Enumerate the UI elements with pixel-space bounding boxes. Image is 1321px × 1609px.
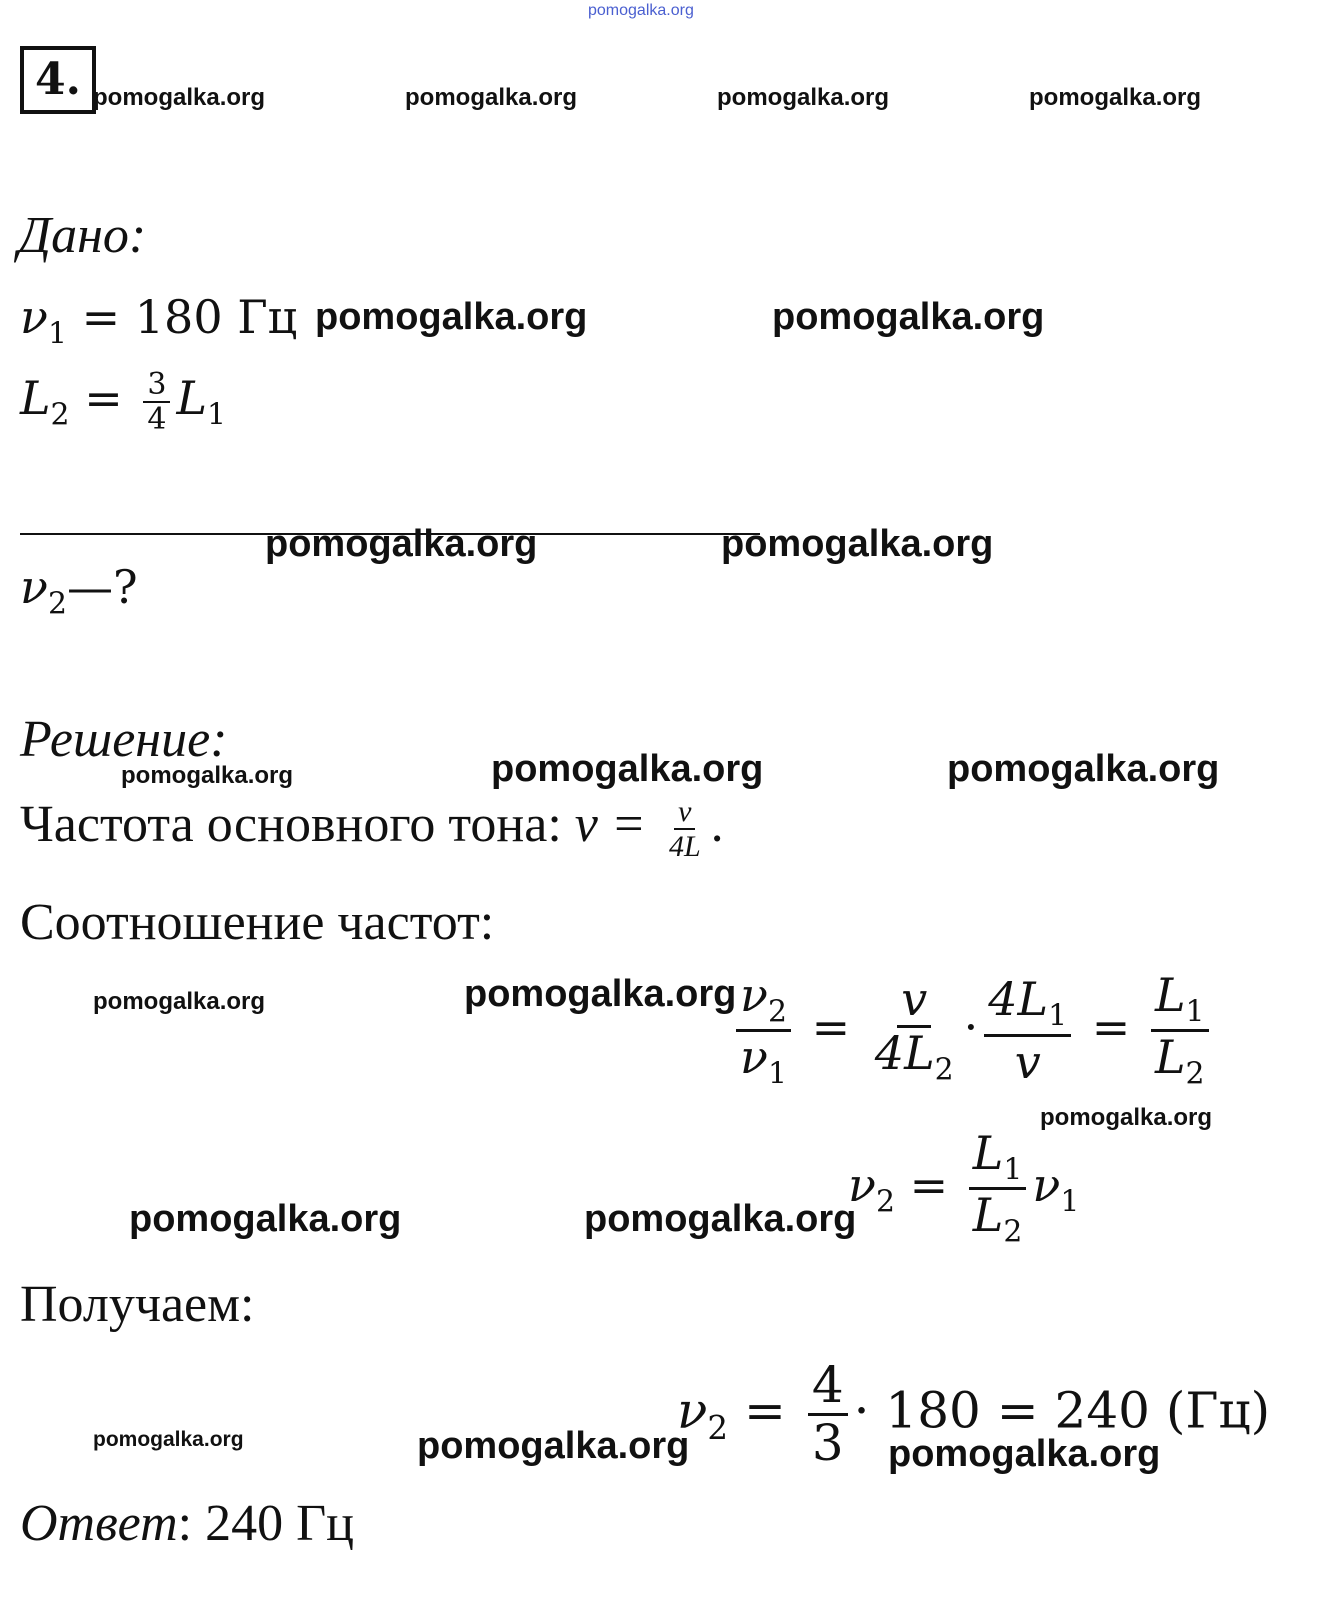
watermark: pomogalka.org xyxy=(947,748,1220,790)
denominator: 3 xyxy=(811,1414,844,1472)
answer-value: : 240 Гц xyxy=(177,1495,354,1552)
subscript: 2 xyxy=(934,1052,954,1088)
question: —? xyxy=(67,560,138,614)
numerator: v xyxy=(897,974,931,1028)
result-value: · 180 = 240 (Гц) xyxy=(853,1381,1271,1440)
denominator xyxy=(969,1190,1027,1249)
fraction xyxy=(665,795,705,863)
subscript: 1 xyxy=(767,1056,787,1092)
equals: = xyxy=(1091,999,1131,1054)
symbol: 4L xyxy=(988,972,1049,1027)
equals: = xyxy=(69,371,138,425)
denominator: 4 xyxy=(147,402,167,437)
text: Частота основного тона: xyxy=(20,796,575,853)
frequency-ratio-text: Соотношение частот: xyxy=(20,894,495,951)
find-nu2 xyxy=(20,560,138,621)
fundamental-tone-line xyxy=(20,795,724,863)
symbol: L xyxy=(972,1188,1004,1243)
denominator: v xyxy=(1014,1034,1041,1089)
subscript: 1 xyxy=(1003,1152,1023,1188)
symbol: ν xyxy=(740,1030,768,1085)
symbol: L xyxy=(176,371,208,425)
symbol: L xyxy=(20,371,51,425)
task-number: 4. xyxy=(20,46,96,114)
formula-lhs: ν = xyxy=(574,796,659,853)
equals: = xyxy=(744,1381,786,1440)
subscript: 2 xyxy=(1185,1056,1205,1092)
denominator xyxy=(1151,1032,1209,1091)
subscript: 1 xyxy=(1185,994,1205,1030)
answer xyxy=(20,1494,354,1553)
subscript: 2 xyxy=(1003,1214,1023,1250)
watermark: pomogalka.org xyxy=(772,296,1045,338)
denominator: 4L xyxy=(668,830,701,864)
subscript: 2 xyxy=(50,397,70,433)
symbol: L xyxy=(1154,968,1186,1022)
subscript: 1 xyxy=(1060,1184,1080,1220)
numerator: 3 xyxy=(143,368,170,403)
subscript: 2 xyxy=(47,586,67,622)
given-nu1 xyxy=(20,290,297,351)
value: = 180 Гц xyxy=(67,290,298,344)
subscript: 2 xyxy=(707,1408,729,1447)
denominator xyxy=(871,1025,958,1088)
watermark-top: pomogalka.org xyxy=(588,2,694,19)
given-L2 xyxy=(20,368,226,436)
subscript: 1 xyxy=(47,316,67,352)
dot: · xyxy=(963,999,979,1054)
watermark: pomogalka.org xyxy=(93,84,266,111)
symbol: ν xyxy=(677,1381,708,1440)
fraction xyxy=(969,1128,1027,1250)
watermark: pomogalka.org xyxy=(491,748,764,790)
nu2-equation xyxy=(848,1128,1079,1250)
subscript: 1 xyxy=(207,397,227,433)
fraction xyxy=(984,974,1071,1087)
watermark: pomogalka.org xyxy=(93,988,266,1015)
fraction xyxy=(871,974,958,1087)
symbol: ν xyxy=(20,290,48,344)
numerator: v xyxy=(674,795,695,830)
watermark: pomogalka.org xyxy=(315,296,588,338)
symbol: ν xyxy=(740,968,768,1022)
subscript: 1 xyxy=(1048,998,1068,1034)
watermark: pomogalka.org xyxy=(417,1425,690,1467)
watermark: pomogalka.org xyxy=(121,762,294,789)
equals: = xyxy=(811,999,851,1054)
numerator: 4 xyxy=(808,1358,848,1416)
numerator xyxy=(736,970,791,1032)
watermark: pomogalka.org xyxy=(1040,1104,1213,1131)
symbol: ν xyxy=(848,1157,876,1212)
given-heading: Дано: xyxy=(18,207,147,264)
watermark: pomogalka.org xyxy=(464,973,737,1015)
subscript: 2 xyxy=(875,1184,895,1220)
period: . xyxy=(710,796,724,853)
numerator xyxy=(969,1128,1027,1190)
numerator xyxy=(1151,970,1209,1032)
watermark: pomogalka.org xyxy=(584,1198,857,1240)
symbol: ν xyxy=(20,560,48,614)
fraction xyxy=(1151,970,1209,1092)
subscript: 2 xyxy=(767,994,787,1030)
watermark: pomogalka.org xyxy=(721,523,994,565)
watermark: pomogalka.org xyxy=(129,1198,402,1240)
symbol: L xyxy=(1154,1030,1186,1085)
watermark: pomogalka.org xyxy=(265,523,538,565)
fraction xyxy=(808,1358,848,1471)
watermark: pomogalka.org xyxy=(1029,84,1202,111)
symbol: L xyxy=(972,1126,1004,1180)
symbol: 4L xyxy=(874,1025,935,1080)
numerator xyxy=(984,974,1071,1036)
watermark: pomogalka.org xyxy=(717,84,890,111)
fraction xyxy=(143,368,170,436)
watermark: pomogalka.org xyxy=(405,84,578,111)
answer-label: Ответ xyxy=(20,1495,178,1552)
ratio-equation xyxy=(730,970,1215,1092)
symbol: ν xyxy=(1032,1157,1061,1212)
fraction xyxy=(736,970,791,1092)
solution-heading: Решение: xyxy=(20,711,228,768)
denominator xyxy=(736,1032,791,1091)
result-text: Получаем: xyxy=(20,1276,255,1333)
equals: = xyxy=(909,1157,949,1212)
watermark: pomogalka.org xyxy=(888,1433,1161,1475)
watermark: pomogalka.org xyxy=(93,1428,244,1451)
